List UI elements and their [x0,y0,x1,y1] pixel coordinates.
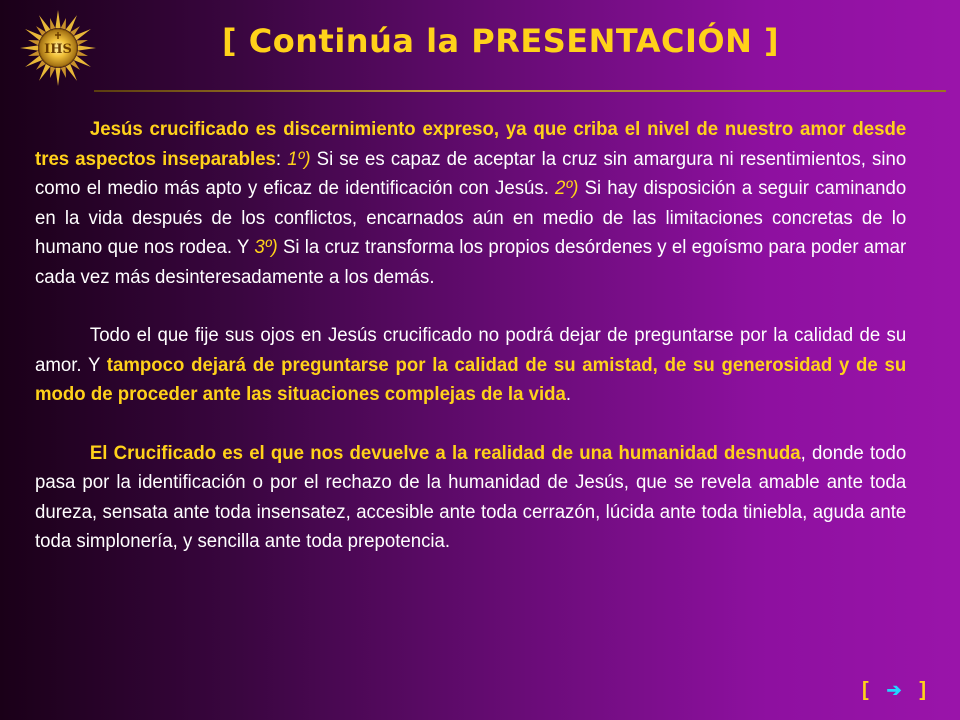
sun-ray [76,51,87,56]
body-text: Todo el que fije sus ojos en Jesús crucificado no podrá dejar de preguntarse por la calidad de su amor. Y [35,325,907,376]
presentation-body [35,115,906,586]
paragraph-2 [35,321,906,410]
paragraph-3 [35,439,906,557]
body-text: Si se es capaz de aceptar la cruz sin amargura ni resentimientos, sino como el medio más apto y eficaz de identificación con Jesús. [35,148,907,199]
ihs-sun-emblem-icon [18,8,98,88]
item-number: 1º) [287,148,311,170]
sun-ray [61,18,66,29]
sun-ray [50,66,55,77]
sun-ray [55,68,60,86]
next-slide-button[interactable] [862,678,926,702]
body-text: , donde todo pasa por la identificación o por el rechazo de la humanidad de Jesús, que se revela amable ante toda dureza, sensata ante toda insensatez, accesible ante toda cerrazón, lúcida ante toda tiniebla, aguda ante toda simplonería, y sencilla ante toda prepotencia. [35,442,907,552]
item-number: 2º) [555,178,579,199]
highlight-text: El Crucificado es el que nos devuelve a la realidad de una humanidad desnuda [89,442,801,464]
sun-ray [78,45,96,50]
paragraph-1 [35,115,906,292]
body-text: Si hay disposición a seguir caminando en la vida después de los conflictos, encarnados aún en medio de las limitaciones concretas de lo humano que nos rodea. Y [35,178,907,258]
sun-ray [28,51,39,56]
svg-text:IHS: IHS [44,42,72,57]
highlight-text: Jesús crucificado es discernimiento expreso, ya que criba el nivel de nuestro amor desde tres aspectos inseparables [35,119,907,170]
sun-ray [55,10,60,28]
body-text: Si la cruz transforma los propios desórdenes y el egoísmo para poder amar cada vez más desinteresadamente a los demás. [35,237,907,288]
sun-ray [50,18,55,29]
page-title: [ Continúa la PRESENTACIÓN ] [222,22,780,60]
body-text: : [275,148,288,170]
sun-ray [28,40,39,45]
item-number: 3º) [254,237,278,258]
sun-ray [61,66,66,77]
sun-ray [20,45,38,50]
nav-bracket-left: [ [862,678,869,701]
title-divider [94,90,946,92]
body-text: . [565,384,572,405]
highlight-text: tampoco dejará de preguntarse por la calidad de su amistad, de su generosidad y de su modo de proceder ante las situaciones complejas de la vida [35,354,907,405]
sun-ray [76,40,87,45]
right-arrow-icon[interactable]: ➔ [886,679,902,700]
nav-bracket-right: ] [919,678,926,701]
